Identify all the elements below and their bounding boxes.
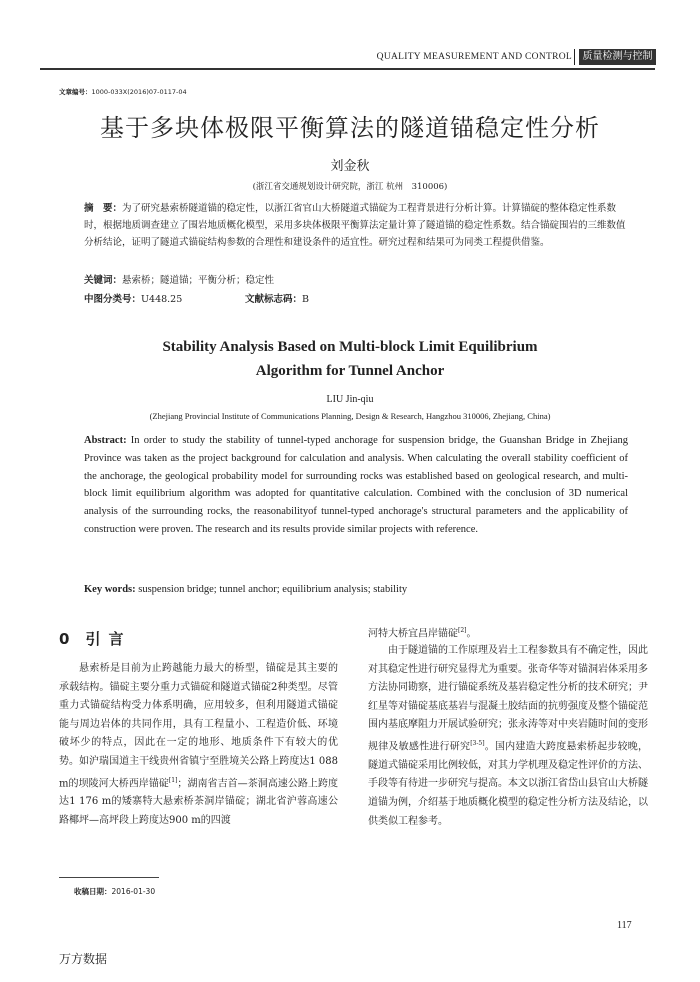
abstract-en: [84, 432, 628, 539]
header-separator: [574, 49, 575, 65]
abstract-en-label: Abstract:: [84, 435, 127, 446]
affiliation-en: (Zhejiang Provincial Institute of Communications Planning, Design & Research, Hangzhou 310006, Zhejiang, China): [149, 411, 551, 421]
body-right-column: 由于隧道锚的工作原理及岩土工程参数具有不确定性，因此对其稳定性进行研究显得尤为重要。张奇华等对锚洞岩体采用多方法协同勘察，进行锚碇系统及基岩稳定性分析的技术研究；尹红星等对锚碇基底基岩与混凝土胶结面的抗剪强度及整个锚碇范围内基底摩阻力开展试验研究；张永涛等对中夹岩随时间的变形规律及敏感性进行研究[3-5]。国内建造大跨度悬索桥起步较晚，隧道式锚碇采用比例较低，对其力学机理及稳定性评价的方法、手段等有待进一步研究与提高。本文以浙江省岱山县官山大桥隧道锚为例，介绍基于地质概化模型的稳定性分析方法及结论，以供类似工程参考。: [368, 645, 649, 827]
author-cn: 刘金秋: [330, 159, 370, 174]
journal-name-en: QUALITY MEASUREMENT AND CONTROL: [376, 52, 572, 62]
abstract-cn-text: 为了研究悬索桥隧道锚的稳定性，以浙江省官山大桥隧道式锚碇为工程背景进行分析计算。计算锚碇的整体稳定性系数时，根据地质调查建立了围岩地质概化模型，采用多块体极限平衡算法定量计算了隧道锚的稳定性系数。结合锚碇围岩的三维数值分析结论，证明了隧道式锚碇结构参数的合理性和建设条件的适宜性。研究过程和结果可为同类工程提供借鉴。: [84, 203, 626, 248]
article-id: 文章编号：1000-033X(2016)07-0117-04: [59, 88, 187, 96]
journal-name-cn-badge: 质量检测与控制: [579, 49, 656, 65]
body-right-column-continuation: 河特大桥宜昌岸锚碇[2]。: [368, 627, 477, 640]
section-heading: 0 引言: [59, 630, 132, 648]
keywords-cn: 关键词：悬索桥；隧道锚；平衡分析；稳定性: [84, 275, 275, 286]
title-cn: 基于多块体极限平衡算法的隧道锚稳定性分析: [100, 114, 600, 142]
author-en: LIU Jin-qiu: [326, 394, 374, 405]
abstract-en-text: In order to study the stability of tunnel-typed anchorage for suspension bridge, the Guanshan Bridge in Zhejiang Province was taken as the project background for calculation and analysis. When calculating the overall stability coefficient of the anchorage, the geological probability model for surrounding rocks was established based on geological research, and multi-block limit equilibrium algorithm was adopted for quantitative calculation. Combined with the conclusion of 3D numerical analysis of the surrounding rocks, the reasonabilityof tunnel-typed anchorage's structural parameters and the applicability of construction were proven. The research and its results provide similar projects with reference.: [84, 435, 628, 535]
keywords-en: Key words: suspension bridge; tunnel anchor; equilibrium analysis; stability: [84, 584, 408, 595]
footnote-rule: [59, 877, 159, 878]
body-left-column: 悬索桥是目前为止跨越能力最大的桥型，锚碇是其主要的承载结构。锚碇主要分重力式锚碇和隧道式锚碇2种类型。尽管重力式锚碇结构受力体系明确，应用较多，但利用隧道式锚碇能与周边岩体的共同作用，具有工程量小、工程造价低、环境破坏少的特点，因此在一定的地形、地质条件下有较大的优势。如沪瑞国道主干线贵州省镇宁至胜境关公路上跨度达1 088 m的坝陵河大桥西岸锚碇[1]；湖南省吉首—茶洞高速公路上跨度达1 176 m的矮寨特大悬索桥茶洞岸锚碇；湖北省沪蓉高速公路椰坪—高坪段上跨度达900 m的四渡: [59, 663, 339, 827]
abstract-cn: [84, 200, 630, 251]
document-code: 文献标志码：B: [245, 294, 309, 305]
title-en: Stability Analysis Based on Multi-block Limit Equilibrium Algorithm for Tunnel Anchor: [162, 339, 538, 379]
abstract-cn-label: 摘 要：: [84, 203, 123, 214]
clc-number: 中图分类号：U448.25: [84, 294, 183, 305]
received-date: 收稿日期：2016-01-30: [74, 887, 156, 896]
header-rule: [40, 68, 655, 70]
affiliation-cn: (浙江省交通规划设计研究院，浙江 杭州 310006): [252, 182, 448, 192]
page-number: 117: [617, 920, 632, 931]
watermark: 万方数据: [59, 952, 108, 966]
